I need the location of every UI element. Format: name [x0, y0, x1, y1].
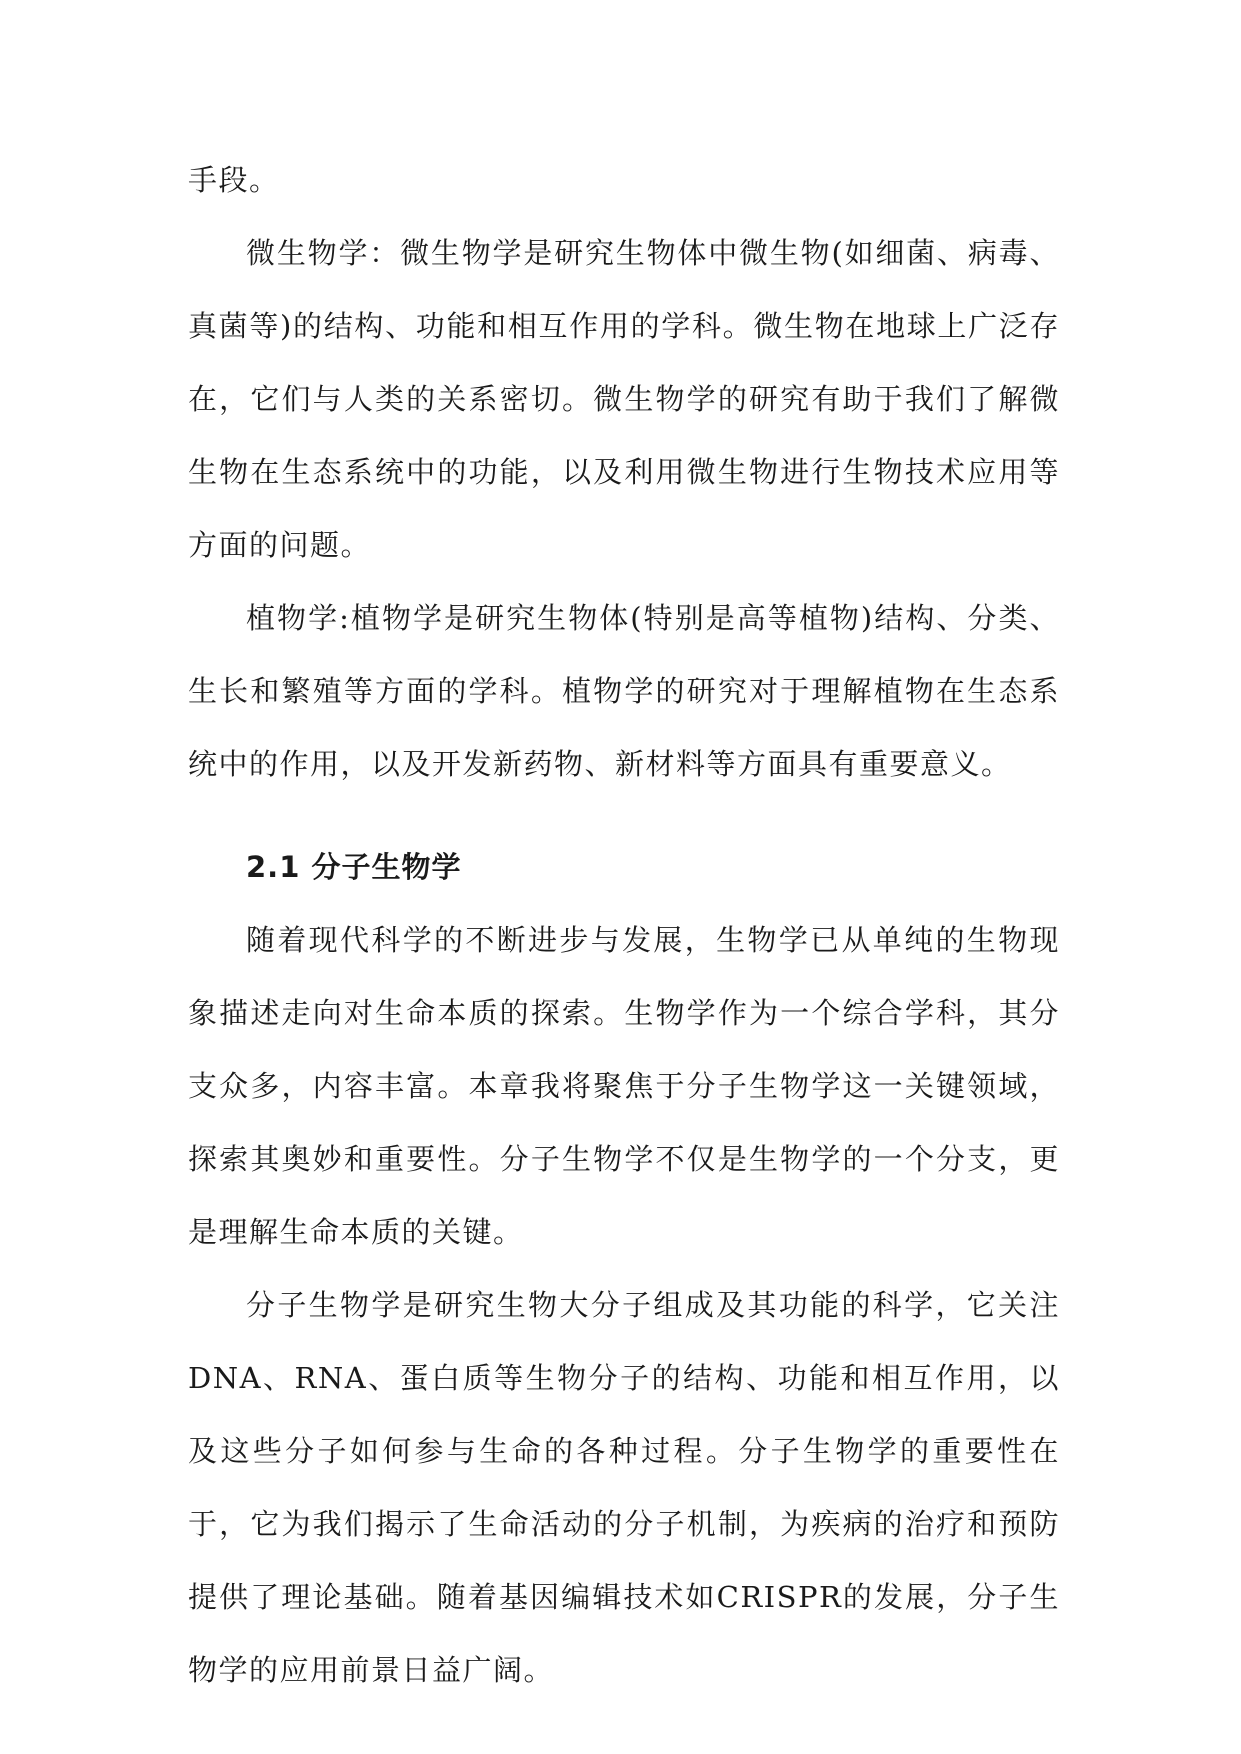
document-body [188, 144, 1060, 1707]
section-heading: 2.1 分子生物学 [246, 850, 462, 884]
paragraph-intro: 随着现代科学的不断进步与发展，生物学已从单纯的生物现象描述走向对生命本质的探索。生物学作为一个综合学科，其分支众多，内容丰富。本章我将聚焦于分子生物学这一关键领域，探索其奥妙和重要性。分子生物学不仅是生物学的一个分支，更是理解生命本质的关键。 [188, 923, 1060, 1249]
paragraph-molecular-biology: 分子生物学是研究生物大分子组成及其功能的科学，它关注DNA、RNA、蛋白质等生物分子的结构、功能和相互作用，以及这些分子如何参与生命的各种过程。分子生物学的重要性在于，它为我们揭示了生命活动的分子机制，为疾病的治疗和预防提供了理论基础。随着基因编辑技术如CRISPR的发展，分子生物学的应用前景日益广阔。 [188, 1288, 1060, 1687]
paragraph-microbiology: 微生物学：微生物学是研究生物体中微生物(如细菌、病毒、真菌等)的结构、功能和相互作用的学科。微生物在地球上广泛存在，它们与人类的关系密切。微生物学的研究有助于我们了解微生物在生态系统中的功能，以及利用微生物进行生物技术应用等方面的问题。 [188, 236, 1060, 562]
paragraph-continuation: 手段。 [188, 163, 280, 197]
paragraph-botany: 植物学:植物学是研究生物体(特别是高等植物)结构、分类、生长和繁殖等方面的学科。植物学的研究对于理解植物在生态系统中的作用，以及开发新药物、新材料等方面具有重要意义。 [188, 601, 1060, 781]
